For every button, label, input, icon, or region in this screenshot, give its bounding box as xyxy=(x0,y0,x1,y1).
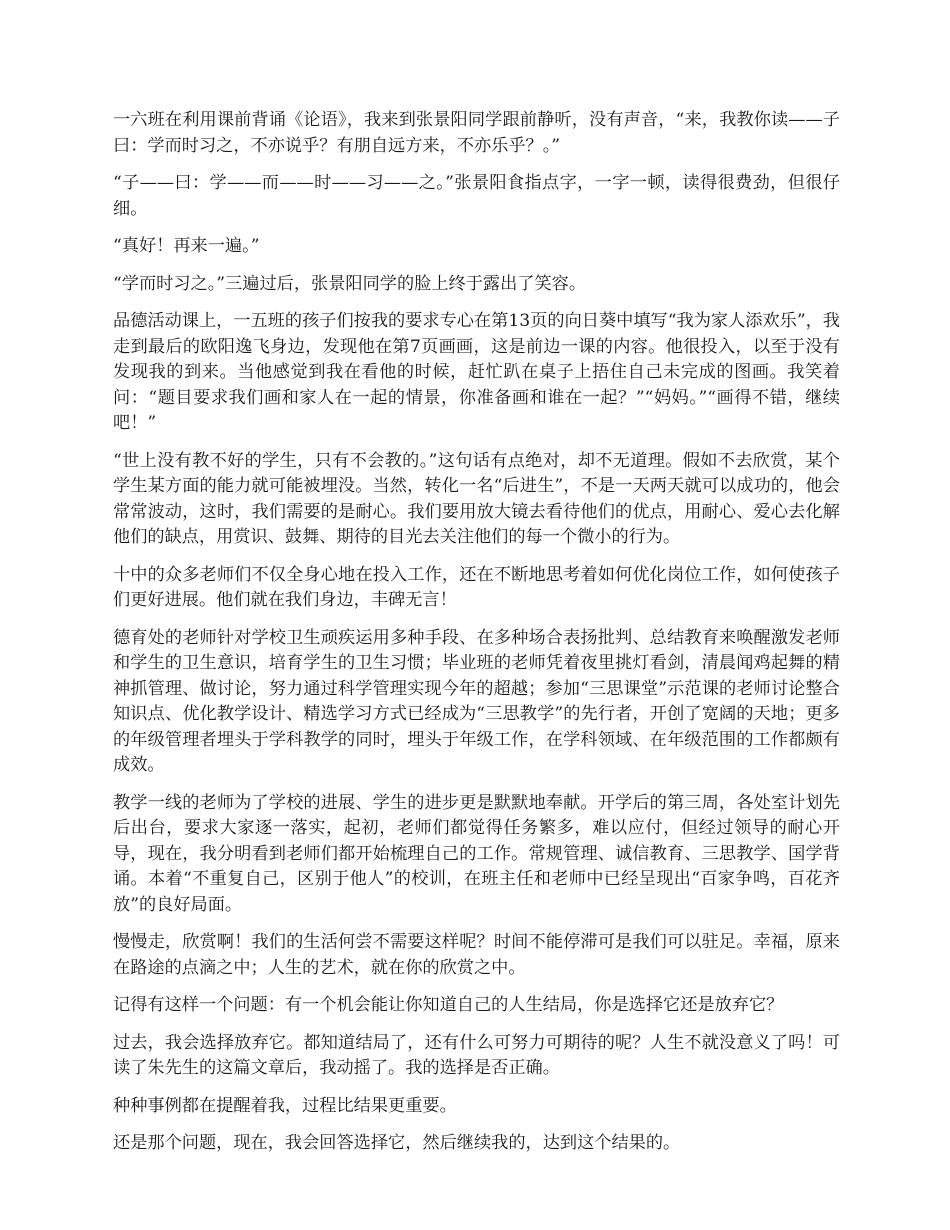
document-body xyxy=(113,108,840,1169)
paragraph-2: “子——曰：学——而——时——习——之。”张景阳食指点字，一字一顿，读得很费劲，但很仔细。 xyxy=(113,173,840,219)
paragraph-5: 品德活动课上，一五班的孩子们按我的要求专心在第13页的向日葵中填写“我为家人添欢乐”，我走到最后的欧阳逸飞身边，发现他在第7页画画，这是前边一课的内容。他很投入，以至于没有发现我的到来。当他感觉到我在看他的时候，赶忙趴在桌子上捂住自己未完成的图画。我笑着问：“题目要求我们画和家人在一起的情景，你准备画和谁在一起？”“妈妈。”“画得不错，继续吧！” xyxy=(113,311,840,433)
paragraph-4: “学而时习之。”三遍过后，张景阳同学的脸上终于露出了笑容。 xyxy=(113,273,587,294)
paragraph-3: “真好！再来一遍。” xyxy=(113,236,260,256)
paragraph-8: 德育处的老师针对学校卫生顽疾运用多种手段、在多种场合表扬批判、总结教育来唤醒激发老师和学生的卫生意识，培育学生的卫生习惯；毕业班的老师凭着夜里挑灯看剑，清晨闻鸡起舞的精神抓管理、做讨论，努力通过科学管理实现今年的超越；参加“三思课堂”示范课的老师讨论整合知识点、优化教学设计、精选学习方式已经成为“三思教学”的先行者，开创了宽阔的天地；更多的年级管理者埋头于学科教学的同时，埋头于年级工作，在学科领域、在年级范围的工作都颇有成效。 xyxy=(113,627,840,775)
paragraph-6: “世上没有教不好的学生，只有不会教的。”这句话有点绝对，却不无道理。假如不去欣赏，某个学生某方面的能力就可能被埋没。当然，转化一名“后进生”，不是一天两天就可以成功的，他会常常波动，这时，我们需要的是耐心。我们要用放大镜去看待他们的优点，用耐心、爱心去化解他们的缺点，用赏识、鼓舞、期待的目光去关注他们的每一个微小的行为。 xyxy=(113,450,840,547)
paragraph-9: 教学一线的老师为了学校的进展、学生的进步更是默默地奉献。开学后的第三周，各处室计划先后出台，要求大家逐一落实，起初，老师们都觉得任务繁多，难以应付，但经过领导的耐心开导，现在，我分明看到老师们都开始梳理自己的工作。常规管理、诚信教育、三思教学、国学背诵。本着“不重复自己，区别于他人”的校训，在班主任和老师中已经呈现出“百家争鸣，百花齐放”的良好局面。 xyxy=(113,792,840,915)
paragraph-11: 记得有这样一个问题：有一个机会能让你知道自己的人生结局，你是选择它还是放弃它？ xyxy=(113,995,784,1015)
paragraph-14: 还是那个问题，现在，我会回答选择它，然后继续我的，达到这个结果的。 xyxy=(113,1133,681,1153)
paragraph-12: 过去，我会选择放弃它。都知道结局了，还有什么可努力可期待的呢？人生不就没意义了吗！可读了朱先生的这篇文章后，我动摇了。我的选择是否正确。 xyxy=(113,1032,840,1078)
paragraph-7: 十中的众多老师们不仅全身心地在投入工作，还在不断地思考着如何优化岗位工作，如何使孩子们更好进展。他们就在我们身边，丰碑无言！ xyxy=(113,564,840,610)
paragraph-1: 一六班在利用课前背诵《论语》，我来到张景阳同学跟前静听，没有声音，“来，我教你读——子曰：学而时习之，不亦说乎？有朋自远方来，不亦乐乎？。” xyxy=(113,110,840,156)
paragraph-13: 种种事例都在提醒着我，过程比结果更重要。 xyxy=(113,1095,457,1116)
paragraph-10: 慢慢走，欣赏啊！我们的生活何尝不需要这样呢？时间不能停滞可是我们可以驻足。幸福，原来在路途的点滴之中；人生的艺术，就在你的欣赏之中。 xyxy=(113,932,840,978)
